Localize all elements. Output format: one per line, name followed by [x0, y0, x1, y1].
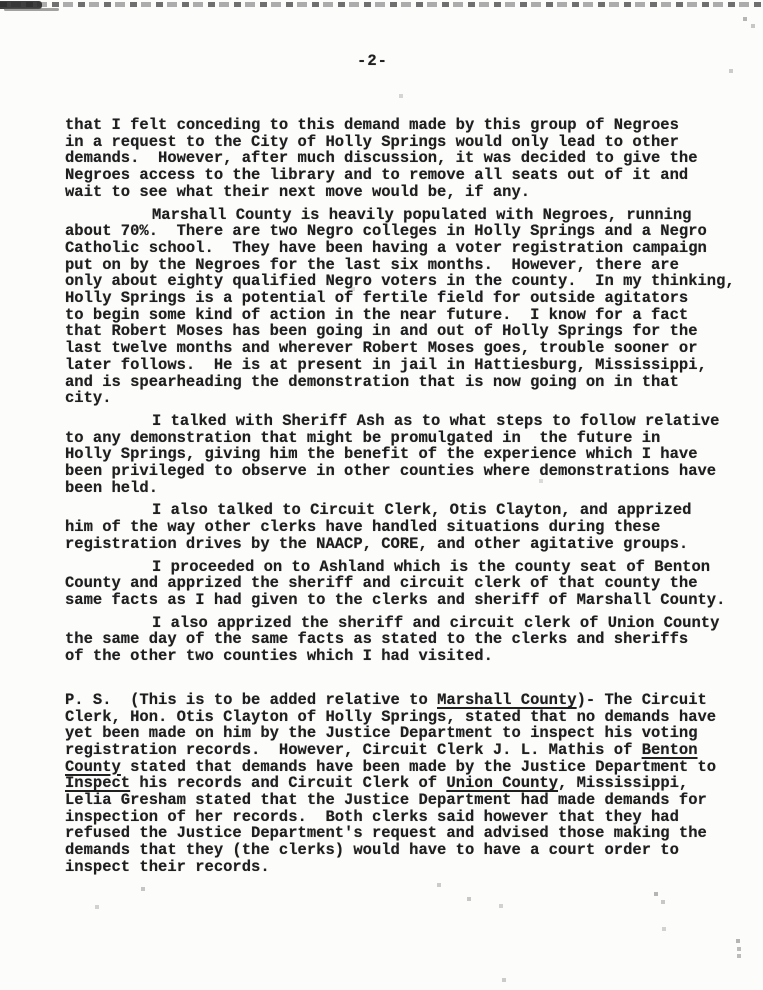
text-line: and is spearheading the demonstration that is now going on in that [65, 372, 679, 391]
text-line: demands. However, after much discussion, it was decided to give the [65, 149, 698, 168]
scan-edge-artifact [0, 2, 763, 7]
text-line: Clerk, Hon. Otis Clayton of Holly Springs, stated that no demands have [65, 707, 717, 726]
underlined-text: Marshall County [437, 690, 577, 709]
text-line: been privileged to observe in other counties where demonstrations have [65, 462, 717, 481]
text-line: wait to see what their next move would be, if any. [65, 182, 531, 201]
paragraph [65, 615, 753, 665]
text-line: in a request to the City of Holly Springs would only lead to other [65, 132, 679, 151]
text-line: about 70%. There are two Negro colleges in Holly Springs and a Negro [65, 222, 707, 241]
paragraph [65, 207, 753, 407]
text-line: city. [65, 389, 112, 408]
text-line: registration records. However, Circuit Clerk J. L. Mathis of Benton [65, 740, 698, 759]
text-line: of the other two counties which I had visited. [65, 647, 493, 666]
text-line: to begin some kind of action in the near future. I know for a fact [65, 305, 689, 324]
text-line: County and apprized the sheriff and circuit clerk of that county the [65, 574, 698, 593]
postscript-paragraph [65, 692, 753, 876]
underlined-text: Benton [641, 740, 698, 759]
text-line: the same day of the same facts as stated to the clerks and sheriffs [65, 630, 689, 649]
text-line: County stated that demands have been made by the Justice Department to [65, 757, 717, 776]
text-line: Marshall County is heavily populated with Negroes, running [152, 205, 692, 224]
underlined-text: County [65, 757, 121, 776]
text-line: been held. [65, 478, 159, 497]
text-line: Holly Springs is a potential of fertile field for outside agitators [65, 289, 689, 308]
text-line: registration drives by the NAACP, CORE, and other agitative groups. [65, 534, 689, 553]
document-body [65, 117, 753, 882]
paragraph [65, 117, 753, 201]
page-number: -2- [357, 52, 388, 70]
text-line: inspect their records. [65, 857, 270, 876]
text-line: later follows. He is at present in jail in Hattiesburg, Mississippi, [65, 355, 707, 374]
text-line: Holly Springs, giving him the benefit of the experience which I have [65, 445, 698, 464]
text-line: Negroes access to the library and to remove all seats out of it and [65, 166, 689, 185]
text-line: P. S. (This is to be added relative to Marshall County)- The Circuit [65, 690, 707, 709]
text-line: only about eighty qualified Negro voters in the county. In my thinking, [65, 272, 735, 291]
text-line: Lelia Gresham stated that the Justice Department had made demands for [65, 791, 707, 810]
text-line: I talked with Sheriff Ash as to what steps to follow relative [152, 411, 720, 430]
text-line: inspection of her records. Both clerks said however that they had [65, 807, 679, 826]
paragraph [65, 559, 753, 609]
paragraph [65, 502, 753, 552]
text-line: yet been made on him by the Justice Department to inspect his voting [65, 724, 698, 743]
underlined-text: Inspect [65, 774, 131, 793]
text-line: I also apprized the sheriff and circuit clerk of Union County [152, 613, 720, 632]
text-line: him of the way other clerks have handled situations during these [65, 518, 661, 537]
text-line: last twelve months and wherever Robert Moses goes, trouble sooner or [65, 339, 698, 358]
underlined-text: Union County [446, 774, 559, 793]
text-line: Catholic school. They have been having a voter registration campaign [65, 238, 707, 257]
text-line: to any demonstration that might be promulgated in the future in [65, 428, 661, 447]
text-line: I also talked to Circuit Clerk, Otis Clayton, and apprized [152, 501, 692, 520]
text-line: I proceeded on to Ashland which is the county seat of Benton [152, 557, 711, 576]
paragraph [65, 413, 753, 497]
text-line: put on by the Negroes for the last six months. However, there are [65, 255, 679, 274]
text-line: same facts as I had given to the clerks and sheriff of Marshall County. [65, 590, 726, 609]
text-line: Inspect his records and Circuit Clerk of Union County, Mississippi, [65, 774, 689, 793]
text-line: that Robert Moses has been going in and out of Holly Springs for the [65, 322, 698, 341]
paper-speckles [0, 0, 2, 2]
scan-edge-blob-secondary [4, 8, 59, 11]
text-line: that I felt conceding to this demand made by this group of Negroes [65, 116, 679, 134]
text-line: refused the Justice Department's request and advised those making the [65, 824, 707, 843]
text-line: demands that they (the clerks) would have to have a court order to [65, 841, 679, 860]
